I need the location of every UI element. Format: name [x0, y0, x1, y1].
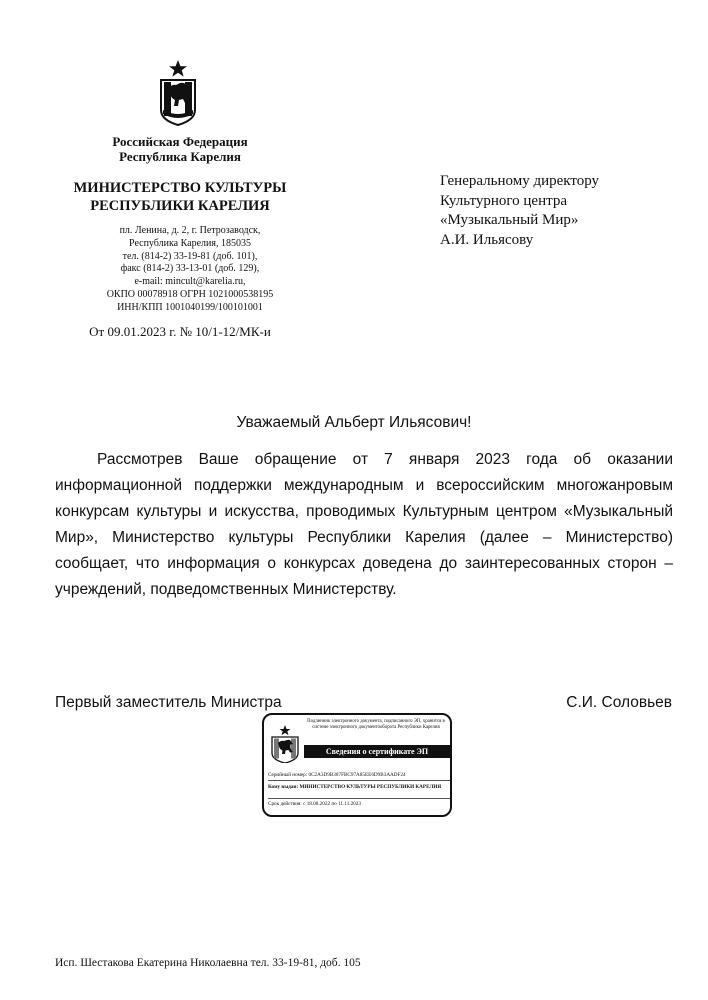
- document-reference: От 09.01.2023 г. № 10/1-12/МК-и: [89, 324, 271, 339]
- stamp-storage-note: Подлинник электронного документа, подписанного ЭП, хранится в системе электронного документооборота Республики Карелия: [307, 719, 445, 730]
- electronic-signature-stamp: [262, 713, 452, 817]
- addressee-line: Генеральному директору: [440, 173, 600, 189]
- stamp-divider: [268, 780, 450, 781]
- addressee-block: [440, 172, 680, 250]
- karelia-coat-of-arms-icon: [270, 725, 300, 763]
- email-line: e-mail: mincult@karelia.ru,: [134, 276, 246, 288]
- ministry-contacts: [60, 225, 320, 315]
- country-name: Российская Федерация: [112, 134, 248, 149]
- addressee-line: Культурного центра: [440, 192, 567, 209]
- certificate-serial: Серийный номер: 0C2A3D9B387FBC97A85EE6D9B3AADF24: [268, 772, 406, 778]
- karelia-coat-of-arms-icon: [158, 58, 198, 126]
- salutation: Уважаемый Альберт Ильясович!: [236, 414, 472, 431]
- addressee-line: «Музыкальный Мир»: [440, 212, 579, 228]
- okpo-ogrn-line: ОКПО 00078918 ОГРН 1021000538195: [106, 288, 274, 300]
- ministry-title-line2: РЕСПУБЛИКИ КАРЕЛИЯ: [90, 198, 270, 214]
- fax-line: факс (814-2) 33-13-01 (доб. 129),: [120, 263, 260, 275]
- inn-kpp-line: ИНН/КПП 1001040199/100101001: [117, 301, 263, 313]
- certificate-validity: Срок действия: с 18.08.2022 по 11.11.2023: [268, 801, 361, 807]
- ministry-title-line1: МИНИСТЕРСТВО КУЛЬТУРЫ: [73, 180, 287, 196]
- address-line: Республика Карелия, 185035: [129, 237, 251, 249]
- addressee-line: А.И. Ильясову: [440, 231, 534, 248]
- body-paragraph: Рассмотрев Ваше обращение от 7 января 2023 года об оказании информационной поддержки международным и всероссийским многожанровым конкурсам культуры и искусства, проводимых Культурным центром «Музыкальный Мир», Министерство культуры Республики Карелия (далее – Министерство) сообщает, что информация о конкурсах доведена до заинтересованных сторон – учреждений, подведомственных Министерству.: [55, 451, 673, 598]
- ministry-title: [40, 179, 320, 215]
- region-name: Республика Карелия: [119, 149, 241, 164]
- phone-line: тел. (814-2) 33-19-81 (доб. 101),: [122, 250, 258, 262]
- country-header: [40, 134, 320, 164]
- executor-info: Исп. Шестакова Екатерина Николаевна тел. 33-19-81, доб. 105: [55, 957, 361, 969]
- letter-body: [55, 447, 673, 603]
- signatory-position: Первый заместитель Министра: [55, 694, 282, 711]
- certificate-owner: Кому выдан: МИНИСТЕРСТВО КУЛЬТУРЫ РЕСПУБЛИКИ КАРЕЛИЯ: [268, 784, 442, 790]
- address-line: пл. Ленина, д. 2, г. Петрозаводск,: [119, 225, 261, 236]
- certificate-info-title: Сведения о сертификате ЭП: [304, 745, 450, 758]
- signatory-name: С.И. Соловьев: [566, 694, 672, 711]
- stamp-divider: [268, 798, 450, 799]
